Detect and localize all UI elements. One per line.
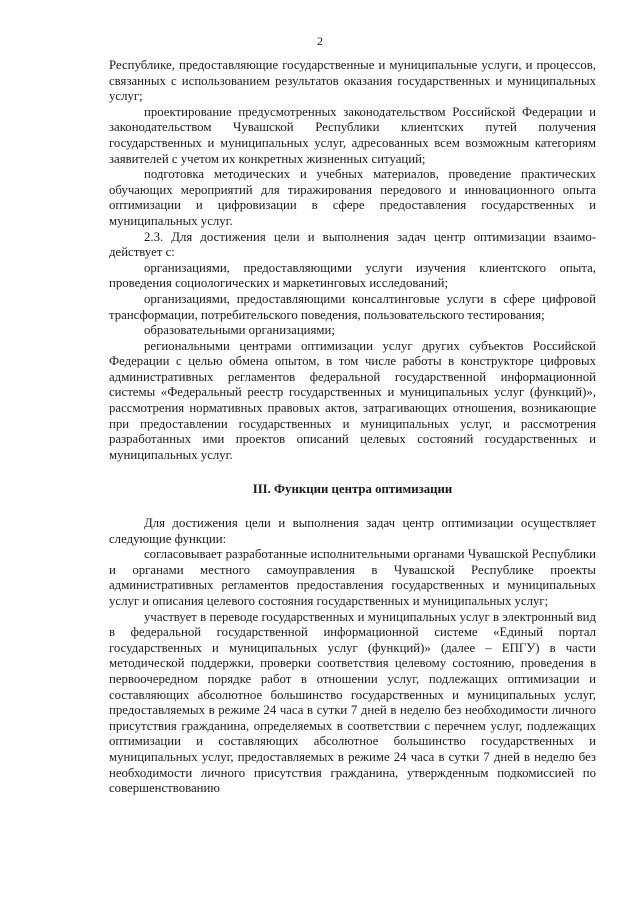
paragraph: проектирование предусмотренных законодательством Российской Федерации и законодательством Чувашской Республики клиентских путей получения государственных и муниципальных услуг, адресованных всем возможным категориям заявителей с учетом их конкретных жизненных ситуаций;: [109, 104, 596, 166]
paragraph: 2.3. Для достижения цели и выполнения задач центр оптимизации взаимодействует с:: [109, 229, 596, 260]
section-heading: III. Функции центра оптимизации: [252, 482, 453, 497]
paragraph: образовательными организациями;: [144, 323, 335, 338]
paragraph: региональными центрами оптимизации услуг других субъектов Российской Федерации с целью обмена опытом, в том числе работы в конструкторе цифровых административных регламентов федеральной государственной информационной системы «Федеральный реестр государственных и муниципальных услуг (функций)», рассмотрения нормативных правовых актов, затрагивающих отношения, возникающие при предоставлении государственных и муниципальных услуг, и рассмотрения разработанных ими проектов описаний целевых состояний государственных и муниципальных услуг.: [109, 338, 596, 462]
document-body: [109, 58, 596, 797]
paragraphs-before-heading: [109, 58, 596, 463]
paragraphs-after-heading: [109, 516, 596, 797]
paragraph: подготовка методических и учебных материалов, проведение практических обучающих мероприятий для тиражирования передового и инновационного опыта оптимизации и цифровизации в сфере предоставления государственных и муниципальных услуг.: [109, 167, 596, 228]
paragraph: Республике, предоставляющие государственные и муниципальные услуги, и процессов, связанных с использованием результатов оказания государственных и муниципальных услуг;: [109, 58, 596, 104]
paragraph: организациями, предоставляющими услуги изучения клиентского опыта, проведения социологических и маркетинговых исследований;: [109, 260, 596, 291]
paragraph: Для достижения цели и выполнения задач центр оптимизации осуществляет следующие функции:: [109, 516, 596, 546]
paragraph: организациями, предоставляющими консалтинговые услуги в сфере цифровой трансформации, потребительского поведения, пользовательского тестирования;: [109, 291, 596, 322]
paragraph: участвует в переводе государственных и муниципальных услуг в электронный вид в федеральной государственной информационной системе «Единый портал государственных и муниципальных услуг (функций)» (далее – ЕПГУ) в части методической поддержки, проверки соответствия целевому состоянию, проведения в первоочередном порядке работ в отношении услуг, подлежащих оптимизации и составляющих абсолютное большинство государственных и муниципальных услуг, предоставляемых в режиме 24 часа в сутки 7 дней в неделю без необходимости личного присутствия гражданина, определяемых в соответствии с перечнем услуг, подлежащих оптимизации и составляющих абсолютное большинство государственных и муниципальных услуг, предоставляемых в режиме 24 часа в сутки 7 дней в неделю без необходимости личного присутствия гражданина, утвержденным подкомиссией по совершенствованию: [109, 609, 596, 796]
page-number: 2: [317, 34, 323, 48]
paragraph: согласовывает разработанные исполнительными органами Чувашской Республики и органами местного самоуправления в Чувашской Республике проекты административных регламентов предоставления государственных и муниципальных услуг и описания целевого состояния государственных и муниципальных услуг;: [109, 547, 596, 608]
